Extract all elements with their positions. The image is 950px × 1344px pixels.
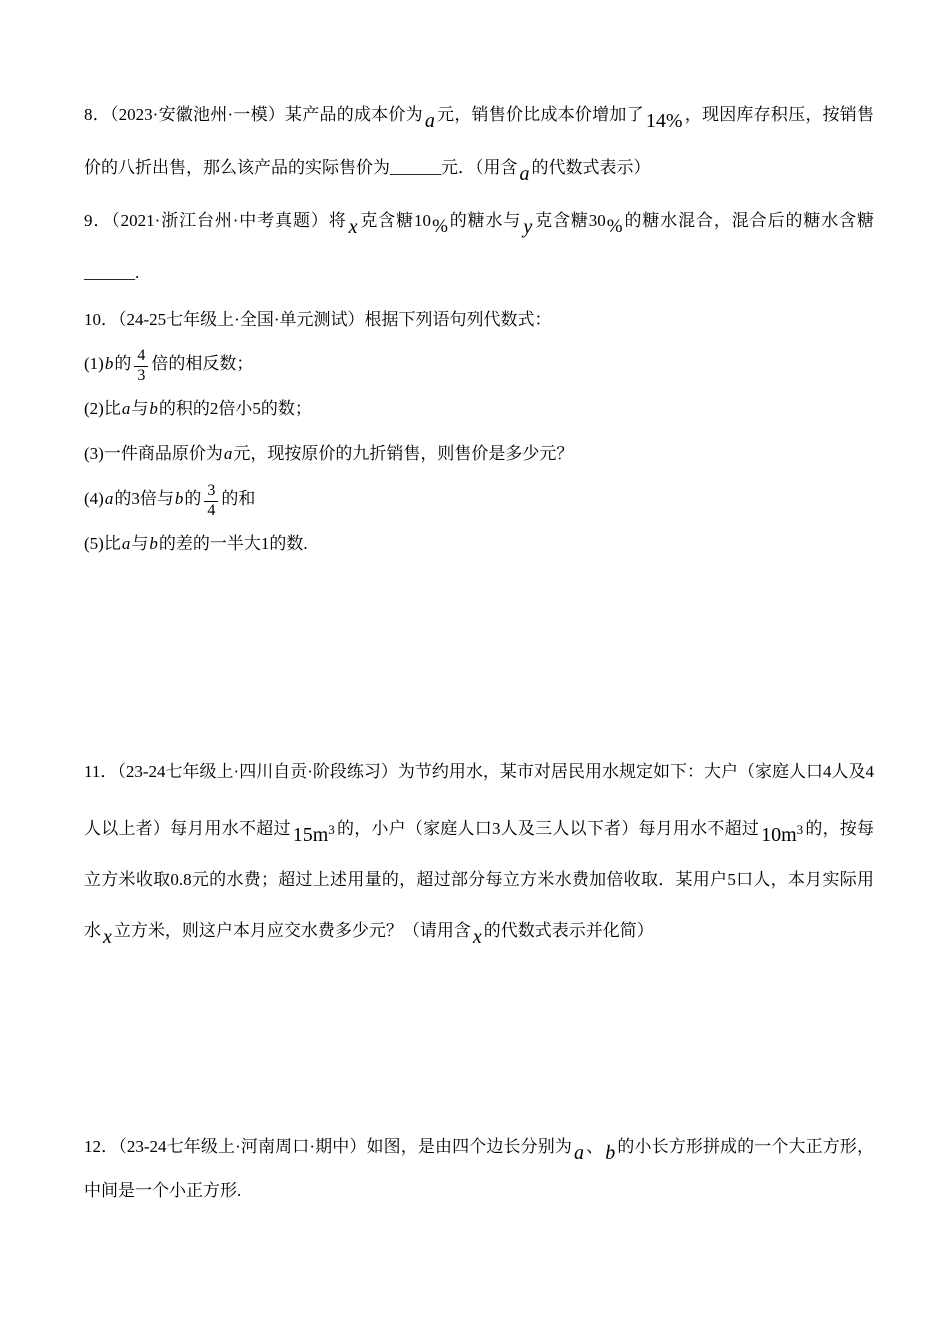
fraction-numerator: 4 (137, 347, 146, 365)
problem-12-text-2: 、 (585, 1137, 604, 1156)
percent-sign: % (606, 216, 623, 237)
variable-a: a (104, 489, 114, 508)
item-4-text-3: 的 (184, 489, 202, 508)
problem-11 (84, 746, 874, 956)
variable-a: a (223, 444, 233, 463)
problem-10-header-text: 10．（24-25七年级上·全国·单元测试）根据下列语句列代数式： (84, 310, 552, 329)
variable-a: a (121, 399, 131, 418)
problem-8-text-4: 元．（用含 (441, 158, 518, 177)
item-3-text-2: 元，现按原价的九折销售，则售价是多少元？ (233, 444, 574, 463)
problem-9-text-1: 9．（2021·浙江台州·中考真题）将 (84, 211, 347, 230)
item-5-text-3: 的差的一半大1的数. (158, 534, 308, 553)
item-2-text-2: 与 (131, 399, 149, 418)
problem-9-text-2: 克含糖10 (359, 211, 432, 230)
item-1-text-2: 的 (114, 354, 132, 373)
item-5-text-1: (5)比 (84, 534, 121, 553)
fraction-3-over-4 (204, 482, 218, 520)
fraction-numerator: 3 (207, 482, 216, 500)
variable-x: x (103, 926, 112, 948)
problem-11-text-2: 的，小户（家庭人口3人及三人以下者）每月用水不超过 (336, 819, 760, 838)
volume-value: 10m (761, 824, 797, 846)
item-5-text-2: 与 (131, 534, 149, 553)
problem-11-text-1: 11．（23-24七年级上·四川自贡·阶段练习）为节约用水，某市对居民用水规定如下：大户（家庭人口4人及4人以上者）每月用水不超过 (84, 762, 874, 838)
problem-10-item-1 (84, 341, 874, 386)
fraction-denominator: 4 (204, 501, 218, 520)
problem-8-text-5: 的代数式表示） (531, 158, 651, 177)
problem-10-item-3 (84, 431, 874, 476)
variable-b: b (149, 399, 158, 418)
variable-a: a (519, 163, 530, 185)
volume-value: 15m (292, 824, 329, 846)
problem-11-text-4: 立方米，则这户本月应交水费多少元？（请用含 (113, 921, 471, 940)
fraction-denominator: 3 (134, 366, 148, 385)
percent-sign: % (432, 216, 448, 237)
problem-10-header (84, 299, 874, 341)
item-1-text-3: 倍的相反数； (151, 354, 254, 373)
superscript-3: 3 (328, 822, 335, 837)
problem-9 (84, 194, 874, 299)
problem-11-text-3: 的，按每立方米收取0.8元的水费；超过上述用量的，超过部分每立方米水费加倍收取．某用户5口人，本月实际用水 (84, 819, 875, 940)
item-4-text-1: (4) (84, 489, 104, 508)
variable-y: y (523, 216, 533, 238)
item-2-text-1: (2)比 (84, 399, 121, 418)
problem-12 (84, 1124, 874, 1213)
problem-8 (84, 88, 874, 194)
superscript-3: 3 (796, 822, 804, 837)
problem-11-text-5: 的代数式表示并化简） (483, 921, 654, 940)
problem-10-item-4 (84, 476, 874, 521)
variable-x: x (348, 216, 358, 238)
variable-b: b (104, 354, 114, 373)
blank-line: ______ (390, 158, 441, 177)
answer-space-1 (84, 566, 874, 746)
volume-15-cubic-meters (291, 824, 337, 846)
item-1-text-1: (1) (84, 354, 104, 373)
variable-b: b (149, 534, 158, 553)
problem-9-text-3: 的糖水与 (448, 211, 522, 230)
problem-10-item-2 (84, 386, 874, 431)
percent-14-value: 14% (645, 110, 683, 132)
variable-b: b (605, 1142, 616, 1164)
item-2-text-3: 的积的2倍小5的数； (158, 399, 312, 418)
problem-8-text-2: 元，销售价比成本价增加了 (436, 105, 644, 124)
blank-line: ______. (84, 263, 140, 282)
volume-10-cubic-meters (759, 824, 805, 846)
problem-8-text-3: ，现因库存积压，按销售价的八折出售，那么该产品的实际售价为 (84, 105, 875, 177)
problem-9-text-4: 克含糖30 (534, 211, 606, 230)
item-4-text-2: 的3倍与 (114, 489, 174, 508)
fraction-4-over-3 (134, 347, 148, 385)
variable-a: a (424, 110, 435, 132)
variable-b: b (174, 489, 184, 508)
item-4-text-4: 的和 (221, 489, 256, 508)
problem-8-text-1: 8．（2023·安徽池州·一模）某产品的成本价为 (84, 105, 423, 124)
variable-a: a (121, 534, 131, 553)
variable-x: x (472, 926, 482, 948)
answer-space-2 (84, 956, 874, 1124)
problem-12-text-1: 12．（23-24七年级上·河南周口·期中）如图，是由四个边长分别为 (84, 1137, 572, 1156)
item-3-text-1: (3)一件商品原价为 (84, 444, 223, 463)
problem-12-text-3: 的小长方形拼成的一个大正方形，中间是一个小正方形. (84, 1137, 875, 1200)
problem-10-item-5 (84, 521, 874, 566)
variable-a: a (573, 1142, 584, 1164)
problem-9-text-5: 的糖水混合，混合后的糖水含糖 (623, 211, 875, 230)
